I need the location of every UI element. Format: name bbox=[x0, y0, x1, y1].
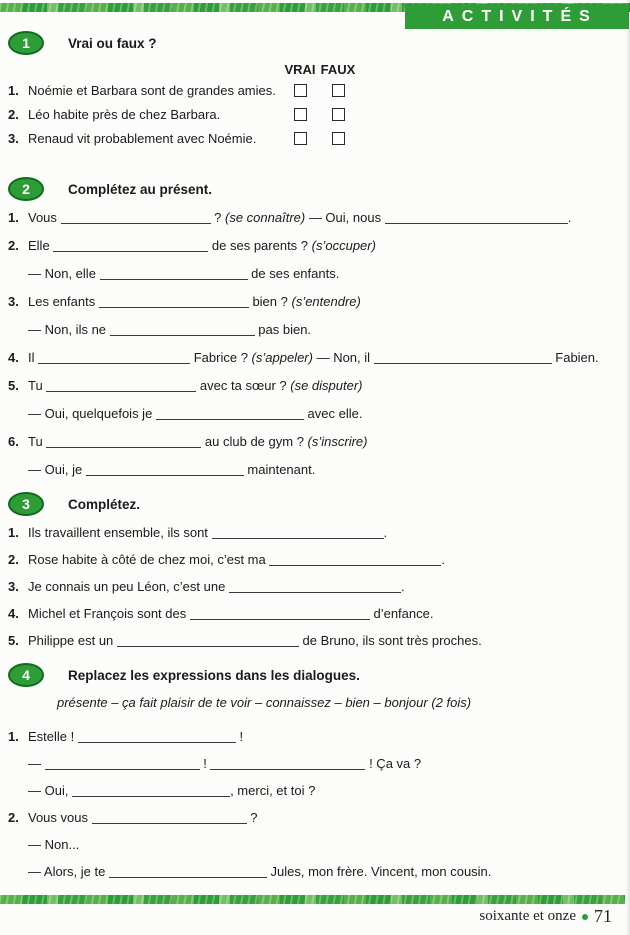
answer-blank[interactable] bbox=[190, 609, 370, 620]
sentence-text: de ses enfants. bbox=[247, 266, 340, 281]
answer-blank[interactable] bbox=[110, 325, 255, 336]
checkbox-cell bbox=[319, 132, 357, 145]
fill-line bbox=[8, 552, 624, 568]
line-content bbox=[28, 552, 624, 567]
sentence-text: . bbox=[383, 525, 388, 540]
item-number: 2. bbox=[8, 238, 19, 253]
item-number: 2. bbox=[8, 107, 19, 122]
sentence-text: ! bbox=[235, 729, 244, 744]
line-content bbox=[28, 729, 624, 744]
item-number: 4. bbox=[8, 350, 19, 365]
exercise-4 bbox=[8, 663, 624, 880]
footer-bullet-icon bbox=[582, 914, 588, 920]
sentence-text: ! Ça va ? bbox=[365, 756, 422, 771]
sentence-text: Rose habite à côté de chez moi, c’est ma bbox=[28, 552, 270, 567]
sentence-text: — Non, elle bbox=[28, 266, 100, 281]
sentence-text: — Oui, je bbox=[28, 462, 86, 477]
sentence-text: Ils travaillent ensemble, ils sont bbox=[28, 525, 212, 540]
exercise-number: 4 bbox=[22, 667, 30, 683]
line-content bbox=[28, 837, 624, 852]
item-number: 4. bbox=[8, 606, 19, 621]
line-content bbox=[28, 350, 624, 365]
answer-blank[interactable] bbox=[156, 409, 304, 420]
exercise-title: Vrai ou faux ? bbox=[68, 35, 157, 51]
checkbox-cell bbox=[281, 108, 319, 121]
item-number: 6. bbox=[8, 434, 19, 449]
exercise-number-badge bbox=[8, 177, 44, 201]
decorative-green-bar-bottom bbox=[0, 895, 625, 904]
sentence-text: — Non... bbox=[28, 837, 80, 852]
sentence-text: pas bien. bbox=[254, 322, 312, 337]
truefalse-column-headers bbox=[8, 61, 624, 77]
line-content bbox=[28, 525, 624, 540]
line-content bbox=[28, 864, 624, 879]
line-content bbox=[28, 606, 624, 621]
answer-blank[interactable] bbox=[61, 213, 211, 224]
sentence-text: Michel et François sont des bbox=[28, 606, 190, 621]
exercise-number: 2 bbox=[22, 181, 30, 197]
fill-line bbox=[8, 633, 624, 649]
truefalse-row bbox=[8, 107, 624, 122]
answer-blank[interactable] bbox=[210, 759, 365, 770]
checkbox-vrai[interactable] bbox=[294, 84, 307, 97]
exercise-title: Complétez au présent. bbox=[68, 181, 213, 197]
sentence-text: ! bbox=[199, 756, 211, 771]
exercise-number-badge bbox=[8, 31, 44, 55]
fill-line bbox=[8, 294, 624, 310]
statement-text: Noémie et Barbara sont de grandes amies. bbox=[28, 83, 276, 98]
exercise-number: 3 bbox=[22, 496, 30, 512]
sentence-text: Fabien. bbox=[551, 350, 599, 365]
sentence-text: Estelle ! bbox=[28, 729, 78, 744]
column-label: VRAI bbox=[284, 61, 316, 77]
checkbox-faux[interactable] bbox=[332, 132, 345, 145]
line-content bbox=[28, 210, 624, 225]
item-number: 1. bbox=[8, 83, 19, 98]
item-number: 3. bbox=[8, 131, 19, 146]
item-number: 2. bbox=[8, 810, 19, 825]
truefalse-row bbox=[8, 83, 624, 98]
line-content bbox=[28, 756, 624, 771]
exercise-body-2 bbox=[8, 210, 624, 478]
exercise-body-4 bbox=[8, 695, 624, 880]
fill-line bbox=[8, 462, 624, 478]
answer-blank[interactable] bbox=[46, 437, 201, 448]
fill-line bbox=[8, 378, 624, 394]
exercise-1-header bbox=[8, 31, 624, 55]
fill-line bbox=[8, 210, 624, 226]
column-label: FAUX bbox=[320, 61, 356, 77]
line-content bbox=[28, 322, 624, 337]
line-content bbox=[28, 783, 624, 798]
line-content bbox=[28, 294, 624, 309]
answer-blank[interactable] bbox=[72, 786, 230, 797]
line-content bbox=[28, 238, 624, 253]
sentence-text: — Non, il bbox=[312, 350, 374, 365]
line-content bbox=[28, 266, 624, 281]
answer-blank[interactable] bbox=[78, 732, 236, 743]
page-number: 71 bbox=[594, 906, 612, 926]
answer-blank[interactable] bbox=[117, 636, 299, 647]
exercise-2 bbox=[8, 177, 624, 478]
fill-line bbox=[8, 266, 624, 282]
sentence-text: . bbox=[567, 210, 572, 225]
checkbox-faux[interactable] bbox=[332, 84, 345, 97]
line-content bbox=[28, 462, 624, 477]
sentence-text: — Alors, je te bbox=[28, 864, 109, 879]
exercise-3 bbox=[8, 492, 624, 649]
fill-line bbox=[8, 810, 624, 826]
fill-line bbox=[8, 322, 624, 338]
item-number: 5. bbox=[8, 378, 19, 393]
fill-line bbox=[8, 729, 624, 745]
checkbox-cell bbox=[319, 84, 357, 97]
verb-hint: (s’entendre) bbox=[291, 294, 361, 309]
sentence-text: ? bbox=[246, 810, 258, 825]
sentence-text: avec elle. bbox=[303, 406, 363, 421]
sentence-text: Jules, mon frère. Vincent, mon cousin. bbox=[266, 864, 492, 879]
line-content bbox=[28, 579, 624, 594]
sentence-text: bien ? bbox=[248, 294, 292, 309]
checkbox-vrai[interactable] bbox=[294, 132, 307, 145]
answer-blank[interactable] bbox=[374, 353, 552, 364]
answer-blank[interactable] bbox=[99, 297, 249, 308]
sentence-text: Les enfants bbox=[28, 294, 99, 309]
checkbox-cell bbox=[281, 132, 319, 145]
sentence-text: Fabrice ? bbox=[190, 350, 252, 365]
sentence-text: de Bruno, ils sont très proches. bbox=[298, 633, 482, 648]
sentence-text: , merci, et toi ? bbox=[230, 783, 316, 798]
sentence-text: — Oui, bbox=[28, 783, 73, 798]
fill-line bbox=[8, 434, 624, 450]
truefalse-row bbox=[8, 131, 624, 146]
item-number: 3. bbox=[8, 294, 19, 309]
fill-line bbox=[8, 238, 624, 254]
checkbox-faux[interactable] bbox=[332, 108, 345, 121]
answer-blank[interactable] bbox=[100, 269, 248, 280]
fill-line bbox=[8, 525, 624, 541]
answer-blank[interactable] bbox=[109, 867, 267, 878]
answer-blank[interactable] bbox=[212, 528, 384, 539]
sentence-text: — Oui, quelquefois je bbox=[28, 406, 156, 421]
page-number-words: soixante et onze bbox=[479, 908, 576, 924]
item-number: 1. bbox=[8, 210, 19, 225]
word-bank: présente – ça fait plaisir de te voir – connaissez – bien – bonjour (2 fois) bbox=[57, 695, 472, 710]
answer-blank[interactable] bbox=[269, 555, 441, 566]
sentence-text: . bbox=[441, 552, 445, 567]
sentence-text: . bbox=[400, 579, 405, 594]
verb-hint: (se connaître) bbox=[225, 210, 306, 225]
item-number: 3. bbox=[8, 579, 19, 594]
fill-line bbox=[8, 756, 624, 772]
answer-blank[interactable] bbox=[229, 582, 401, 593]
sentence-text: Philippe est un bbox=[28, 633, 117, 648]
exercise-1 bbox=[8, 31, 624, 146]
checkbox-cell bbox=[281, 84, 319, 97]
statement-text: Renaud vit probablement avec Noémie. bbox=[28, 131, 257, 146]
sentence-text: — bbox=[28, 756, 45, 771]
item-number: 1. bbox=[8, 525, 19, 540]
sentence-text: d’enfance. bbox=[369, 606, 434, 621]
exercise-2-header bbox=[8, 177, 624, 201]
checkbox-cell bbox=[319, 108, 357, 121]
answer-blank[interactable] bbox=[92, 813, 247, 824]
activites-banner: ACTIVITÉS bbox=[405, 4, 629, 29]
sentence-text: ? bbox=[210, 210, 225, 225]
sentence-text: Elle bbox=[28, 238, 54, 253]
verb-hint: (s’inscrire) bbox=[307, 434, 368, 449]
item-number: 2. bbox=[8, 552, 19, 567]
exercise-title: Replacez les expressions dans les dialogues. bbox=[68, 667, 360, 683]
sentence-text: — Oui, nous bbox=[305, 210, 385, 225]
sentence-text: Il bbox=[28, 350, 39, 365]
exercise-number-badge bbox=[8, 663, 44, 687]
line-content bbox=[28, 810, 624, 825]
sentence-text: Tu bbox=[28, 378, 47, 393]
verb-hint: (s’occuper) bbox=[311, 238, 376, 253]
line-content bbox=[28, 633, 624, 648]
line-content bbox=[28, 406, 624, 421]
sentence-text: Vous bbox=[28, 210, 61, 225]
sentence-text: de ses parents ? bbox=[208, 238, 312, 253]
fill-line bbox=[8, 606, 624, 622]
exercise-3-header bbox=[8, 492, 624, 516]
page-footer bbox=[479, 906, 612, 927]
exercise-number: 1 bbox=[22, 35, 30, 51]
exercise-number-badge bbox=[8, 492, 44, 516]
verb-hint: (se disputer) bbox=[290, 378, 363, 393]
fill-line bbox=[8, 864, 624, 880]
answer-blank[interactable] bbox=[45, 759, 200, 770]
page-content bbox=[8, 31, 624, 891]
statement-text: Léo habite près de chez Barbara. bbox=[28, 107, 221, 122]
exercise-title: Complétez. bbox=[68, 496, 141, 512]
verb-hint: (s’appeler) bbox=[251, 350, 313, 365]
answer-blank[interactable] bbox=[385, 213, 568, 224]
sentence-text: au club de gym ? bbox=[201, 434, 308, 449]
fill-line bbox=[8, 350, 624, 366]
sentence-text: maintenant. bbox=[243, 462, 316, 477]
sentence-text: Vous vous bbox=[28, 810, 92, 825]
answer-blank[interactable] bbox=[46, 381, 196, 392]
sentence-text: Je connais un peu Léon, c’est une bbox=[28, 579, 229, 594]
fill-line bbox=[8, 406, 624, 422]
fill-line bbox=[8, 783, 624, 799]
exercise-4-header bbox=[8, 663, 624, 687]
line-content bbox=[28, 434, 624, 449]
item-number: 1. bbox=[8, 729, 19, 744]
exercise-body-3 bbox=[8, 525, 624, 649]
exercise-body-1 bbox=[8, 61, 624, 146]
sentence-text: Tu bbox=[28, 434, 47, 449]
checkbox-vrai[interactable] bbox=[294, 108, 307, 121]
item-number: 5. bbox=[8, 633, 19, 648]
sentence-text: avec ta sœur ? bbox=[196, 378, 291, 393]
answer-blank[interactable] bbox=[86, 465, 244, 476]
line-content bbox=[28, 378, 624, 393]
fill-line bbox=[8, 579, 624, 595]
answer-blank[interactable] bbox=[38, 353, 190, 364]
fill-line bbox=[8, 837, 624, 853]
answer-blank[interactable] bbox=[53, 241, 208, 252]
sentence-text: — Non, ils ne bbox=[28, 322, 110, 337]
